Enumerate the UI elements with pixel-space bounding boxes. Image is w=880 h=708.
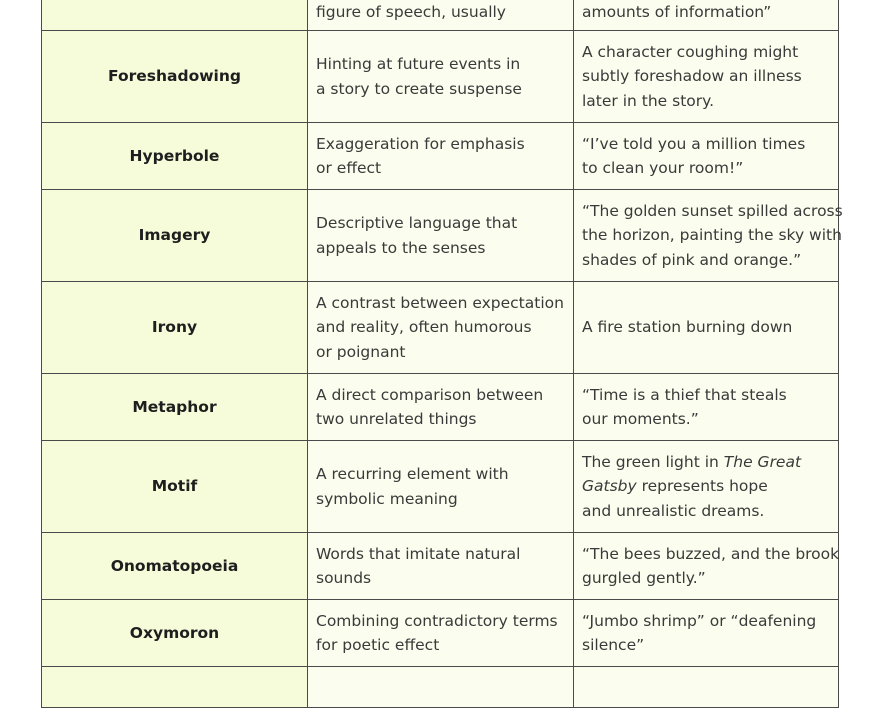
literary-devices-table-container — [41, 0, 843, 708]
example-text: represents hope — [636, 477, 768, 496]
example-line: the horizon, painting the sky with — [582, 226, 842, 245]
example-line: “The bees buzzed, and the brook — [582, 544, 840, 563]
term-cell: Foreshadowing — [42, 31, 308, 123]
definition-line: Exaggeration for emphasis — [316, 134, 525, 153]
example-cell — [574, 667, 839, 708]
term-cell: Hyperbole — [42, 123, 308, 190]
definition-line: or effect — [316, 159, 382, 177]
example-cell — [574, 0, 839, 31]
definition-line: A direct comparison between — [316, 385, 544, 404]
example-line: to clean your room!” — [582, 159, 744, 177]
book-title-italic: Gatsby — [582, 477, 637, 496]
definition-cell — [308, 282, 574, 374]
example-cell — [574, 533, 839, 600]
definition-line: Descriptive language that — [316, 214, 518, 232]
example-line: shades of pink and orange.” — [582, 250, 802, 269]
table-row — [42, 600, 839, 667]
term-cell: Motif — [42, 441, 308, 533]
definition-line: symbolic meaning — [316, 489, 458, 508]
definition-cell — [308, 123, 574, 190]
definition-line: or poignant — [316, 342, 406, 361]
definition-line: Words that imitate natural — [316, 544, 521, 563]
example-cell — [574, 441, 839, 533]
definition-line: Combining contradictory terms — [316, 611, 558, 630]
example-line: later in the story. — [582, 91, 715, 110]
definition-line: appeals to the senses — [316, 238, 486, 257]
definition-line: for poetic effect — [316, 636, 440, 654]
term-cell — [42, 667, 308, 708]
term-cell — [42, 0, 308, 31]
table-row — [42, 533, 839, 600]
definition-cell — [308, 0, 574, 31]
term-cell: Metaphor — [42, 374, 308, 441]
definition-line: a story to create suspense — [316, 79, 522, 98]
example-line: A character coughing might — [582, 42, 799, 61]
example-line — [582, 474, 830, 499]
definition-cell — [308, 600, 574, 667]
example-cell — [574, 123, 839, 190]
table-row — [42, 374, 839, 441]
example-line: “Time is a thief that steals — [582, 385, 787, 404]
table-row — [42, 190, 839, 282]
example-line: “I’ve told you a million times — [582, 134, 806, 153]
table-row — [42, 667, 839, 708]
definition-cell — [308, 374, 574, 441]
definition-line: A contrast between expectation — [316, 293, 564, 312]
example-line: “The golden sunset spilled across — [582, 201, 843, 220]
example-cell — [574, 190, 843, 282]
table-row — [42, 441, 839, 533]
example-line: gurgled gently.” — [582, 569, 706, 587]
example-text: The green light in — [582, 452, 724, 471]
definition-line: Hinting at future events in — [316, 55, 521, 73]
table-row — [42, 0, 839, 31]
definition-cell — [308, 441, 574, 533]
term-cell: Onomatopoeia — [42, 533, 308, 600]
example-line: subtly foreshadow an illness — [582, 67, 802, 86]
example-cell — [574, 282, 839, 374]
definition-cell — [308, 667, 574, 708]
table-row — [42, 282, 839, 374]
definition-line: sounds — [316, 569, 372, 587]
definition-cell — [308, 533, 574, 600]
table-row — [42, 123, 839, 190]
definition-line: and reality, often humorous — [316, 318, 532, 337]
example-line: “Jumbo shrimp” or “deafening — [582, 611, 817, 630]
definition-line: A recurring element with — [316, 465, 509, 483]
example-line: silence” — [582, 636, 645, 654]
term-cell: Oxymoron — [42, 600, 308, 667]
table-row — [42, 31, 839, 123]
definition-line: two unrelated things — [316, 410, 477, 428]
literary-devices-table — [41, 0, 843, 708]
example-cell — [574, 374, 839, 441]
definition-cell — [308, 31, 574, 123]
example-line: amounts of information” — [582, 2, 772, 21]
book-title-italic: The Great — [723, 452, 802, 471]
example-line: and unrealistic dreams. — [582, 501, 765, 520]
definition-line: figure of speech, usually — [316, 2, 506, 21]
example-line: our moments.” — [582, 410, 699, 428]
example-line — [582, 450, 830, 475]
example-cell — [574, 600, 839, 667]
example-line: A fire station burning down — [582, 318, 793, 337]
term-cell: Imagery — [42, 190, 308, 282]
example-cell — [574, 31, 839, 123]
term-cell: Irony — [42, 282, 308, 374]
definition-cell — [308, 190, 574, 282]
